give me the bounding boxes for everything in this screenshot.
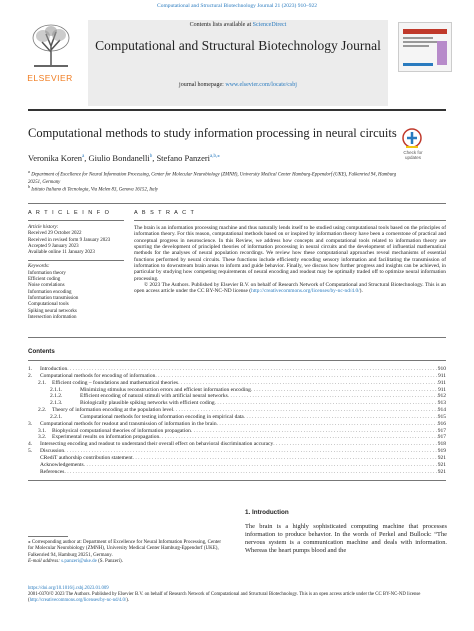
abstract-text: The brain is an information processing machine and thus naturally lends itself to be studied using computational tools based on the principles of information theory. For this reason, computational methods based on or inspired by information theory have been a cornerstone of practical and conceptual progress in neuroscience. In this Review, we address how concepts and computational tools related to information theory are spurring the development of principled theories of information processing in neural circuits and the development of influential mathematical methods for the analyses of neural population recordings. We review how these computational approaches reveal mechanisms of essential functions performed by neural circuits. These functions include efficiently encoding sensory information and facilitating the transmission of information to downstream brain areas to inform and guide behavior. Finally, we discuss how further progress and insights can be achieved, in particular by studying how competing requirements of neural encoding and readout may be optimally traded off to optimize neural information processing.	[134, 225, 446, 282]
bottom-license-link[interactable]: http://creativecommons.org/licenses/by-nc-nd/4.0/	[29, 598, 127, 603]
toc-entry[interactable]	[28, 414, 446, 421]
abstract-body	[134, 225, 446, 295]
journal-cover-thumbnail[interactable]	[398, 22, 452, 72]
affiliation-text: Istituto Italiano di Tecnologia, Via Melen 83, Genova 16152, Italy	[31, 187, 159, 193]
toc-page: 916	[437, 420, 446, 427]
bottom-license-end: ).	[126, 598, 130, 603]
journal-title: Computational and Structural Biotechnology Journal	[95, 38, 381, 53]
article-title: Computational methods to study information processing in neural circuits	[28, 126, 397, 140]
toc-title[interactable]: Minimizing stimulus reconstruction errors and efficient information encoding	[80, 386, 251, 393]
toc-page: 919	[437, 448, 446, 455]
author-name: Veronika Koren	[28, 153, 83, 163]
author-name: Giulio Bondanelli	[88, 153, 150, 163]
toc-number	[28, 462, 40, 469]
copyright-end: ).	[359, 288, 363, 295]
keyword: Spiking neural networks	[28, 308, 77, 314]
toc-page: 911	[437, 379, 446, 386]
toc-entry[interactable]	[28, 462, 446, 469]
toc-title[interactable]: Biophysical computational theories of information propagation	[52, 427, 191, 434]
license-link[interactable]: http://creativecommons.org/licenses/by-nc-nd/4.0/	[251, 288, 360, 295]
toc-leader	[133, 455, 438, 462]
toc-title[interactable]: Computational methods for testing information encoding in empirical data	[80, 413, 244, 420]
affiliation-text: Department of Excellence for Neural Information Processing, Center for Molecular Neurobiology (ZMNH), University Medical Center Hamburg-Eppendorf (UKE), Falkenried 94, Hamburg 20251, Germany	[28, 172, 397, 185]
toc-entry[interactable]	[28, 366, 446, 373]
toc-entry[interactable]	[28, 407, 446, 414]
toc-title[interactable]: Computational methods for encoding of information	[40, 372, 156, 379]
toc-number: 2.2.1.	[50, 413, 63, 420]
toc-title[interactable]: Experimental results on information propagation	[52, 434, 160, 441]
sciencedirect-link[interactable]: ScienceDirect	[252, 22, 287, 28]
email-prefix: E-mail address:	[28, 558, 60, 564]
info-rule-top	[28, 203, 446, 204]
toc-title[interactable]: Biologically plausible spiking networks with efficient coding	[80, 400, 215, 407]
affiliation-sup: a	[28, 169, 30, 174]
toc-page: 915	[437, 413, 446, 420]
toc-number: 3.1.	[38, 427, 47, 434]
toc-page: 921	[437, 468, 446, 475]
toc-title[interactable]: Efficient coding – foundations and mathematical theories	[52, 379, 179, 386]
email-suffix: (S. Panzeri).	[98, 558, 123, 564]
toc-number: 2.1.2.	[50, 393, 63, 400]
homepage-prefix: journal homepage:	[179, 82, 224, 88]
toc-entry[interactable]	[28, 455, 446, 462]
abstract-heading: A B S T R A C T	[134, 210, 196, 216]
running-header: Computational and Structural Biotechnology Journal 21 (2023) 910–922	[157, 3, 317, 9]
toc-number	[28, 469, 40, 476]
contents-rule-bottom	[28, 480, 446, 481]
toc-leader	[273, 441, 437, 448]
toc-title[interactable]: CRediT authorship contribution statement	[40, 454, 133, 461]
history-item: Available online 11 January 2023	[28, 250, 95, 256]
toc-leader	[244, 414, 438, 421]
history-item: Received in revised form 9 January 2023	[28, 237, 111, 243]
author-name: Stefano Panzeri	[156, 153, 211, 163]
toc-title[interactable]: Intersecting encoding and readout to understand their overall effect on behavioral discrimination accuracy	[40, 441, 274, 448]
toc-page: 917	[437, 434, 446, 441]
toc-page: 918	[437, 441, 446, 448]
contents-rule	[28, 360, 446, 361]
bottom-license	[28, 592, 448, 604]
footnote-rule	[28, 536, 68, 537]
keyword: Efficient coding	[28, 277, 61, 283]
homepage-link[interactable]: www.elsevier.com/locate/csbj	[225, 82, 297, 88]
toc-number: 2.1.	[38, 379, 47, 386]
keyword: Computational tools	[28, 302, 69, 308]
toc-leader	[178, 380, 438, 387]
toc-leader	[217, 421, 438, 428]
toc-number: 2.1.1.	[50, 386, 63, 393]
toc-page: 911	[437, 386, 446, 393]
crossmark-icon[interactable]	[402, 128, 422, 150]
author-sup[interactable]: b	[149, 154, 153, 160]
toc-leader	[64, 448, 438, 455]
table-of-contents	[28, 366, 446, 476]
bottom-license-text: 2001-0370/© 2023 The Authors. Published by Elsevier B.V. on behalf of Research Network of Computational and Structural Biotechnology. This is an open access article under the CC BY-NC-ND license (	[28, 592, 421, 603]
toc-title[interactable]: References	[40, 468, 65, 475]
email-link[interactable]: s.panzeri@uke.de	[61, 558, 97, 564]
keywords-label: Keywords:	[28, 264, 50, 270]
toc-title[interactable]: Acknowledgements	[40, 461, 84, 468]
check-for-updates-label: Check for updates	[403, 150, 423, 160]
toc-leader	[215, 400, 438, 407]
keyword: Noise correlations	[28, 283, 65, 289]
contents-heading: Contents	[28, 348, 55, 355]
toc-title[interactable]: Computational methods for readout and transmission of information in the brain	[40, 420, 217, 427]
affiliation-sup: b	[28, 184, 30, 189]
abstract-copyright	[134, 282, 446, 295]
toc-title[interactable]: Efficient encoding of natural stimuli with artificial neural networks	[80, 393, 228, 400]
keyword: Information transmission	[28, 295, 79, 301]
toc-title[interactable]: Theory of information encoding at the population level	[52, 407, 174, 414]
info-rule	[28, 220, 124, 221]
masthead-box	[88, 20, 388, 106]
toc-page: 911	[437, 372, 446, 379]
toc-number: 2.1.3.	[50, 400, 63, 407]
toc-leader	[191, 428, 438, 435]
author-list: Veronika Koren$^a$, Giulio Bondanelli$^b$, Stefano Panzeri$^{a,b,⁎}$	[28, 153, 220, 163]
introduction-text: The brain is a highly sophisticated computing machine that processes information to produce behavior. In the words of Perkel and Bullock: “The nervous system is a communication machine and deals with information. Whereas the heart pumps blood and the	[245, 523, 447, 555]
toc-entry[interactable]	[28, 380, 446, 387]
toc-number: 2.2.	[38, 407, 47, 414]
toc-leader	[251, 387, 438, 394]
toc-entry[interactable]	[28, 469, 446, 476]
journal-homepage	[88, 82, 388, 88]
toc-page: 917	[437, 427, 446, 434]
toc-number: 3.2.	[38, 434, 47, 441]
elsevier-tree-logo-icon	[28, 22, 74, 70]
toc-title[interactable]: Introduction	[40, 366, 68, 372]
toc-number: 1.	[28, 366, 33, 372]
toc-entry[interactable]	[28, 448, 446, 455]
abstract-rule-bottom	[28, 337, 446, 338]
toc-number: 4.	[28, 441, 33, 448]
toc-leader	[64, 469, 437, 476]
header-rule	[28, 109, 446, 111]
history-item: Received 29 October 2022	[28, 231, 82, 237]
contents-prefix: Contents lists available at	[189, 22, 252, 28]
toc-page: 921	[437, 461, 446, 468]
abstract-rule	[134, 220, 446, 221]
toc-title[interactable]: Discussion	[40, 448, 65, 455]
toc-number: 2.	[28, 372, 33, 379]
corresponding-footnote	[28, 540, 228, 565]
footnote-text: ⁎ Corresponding author at: Department of Excellence for Neural Information Processing, Center for Molecular Neurobiology (ZMNH), University Medical Center Hamburg-Eppendorf (UKE), Falkenried 94, Hamburg 20251, Germany.	[28, 540, 221, 558]
toc-number: 3.	[28, 420, 33, 427]
article-info	[28, 225, 124, 321]
toc-page: 921	[437, 454, 446, 461]
keyword: Information encoding	[28, 289, 72, 295]
toc-number	[28, 455, 40, 462]
toc-page: 910	[437, 366, 446, 372]
author-sup[interactable]: a,b,⁎	[210, 154, 220, 160]
toc-entry[interactable]	[28, 441, 446, 448]
history-item: Accepted 9 January 2023	[28, 243, 79, 249]
keyword: Information theory	[28, 270, 66, 276]
author-sup[interactable]: a	[82, 154, 85, 160]
affiliation-b	[28, 183, 408, 194]
toc-number: 5.	[28, 448, 33, 455]
doi-link[interactable]: https://doi.org/10.1016/j.csbj.2023.01.009	[28, 586, 109, 591]
copyright-text: © 2023 The Authors. Published by Elsevier B.V. on behalf of Research Network of Computational and Structural Biotechnology. This is an open access article under the CC BY-NC-ND license (	[134, 282, 446, 295]
toc-leader	[155, 373, 438, 380]
contents-available	[88, 22, 388, 28]
keyword: Intersection information	[28, 314, 77, 320]
toc-leader	[228, 393, 438, 400]
toc-page: 912	[437, 393, 446, 400]
publisher-name: ELSEVIER	[27, 73, 73, 83]
toc-page: 914	[437, 407, 446, 414]
toc-entry[interactable]	[28, 421, 446, 428]
toc-page: 913	[437, 400, 446, 407]
article-info-heading: A R T I C L E I N F O	[28, 210, 111, 216]
toc-leader	[84, 462, 438, 469]
toc-leader	[173, 407, 438, 414]
introduction-heading: 1. Introduction	[245, 509, 289, 516]
keywords-rule	[28, 260, 124, 261]
toc-entry[interactable]	[28, 373, 446, 380]
bottom-info	[28, 586, 448, 604]
toc-leader	[67, 366, 438, 373]
history-label: Article history:	[28, 225, 59, 230]
